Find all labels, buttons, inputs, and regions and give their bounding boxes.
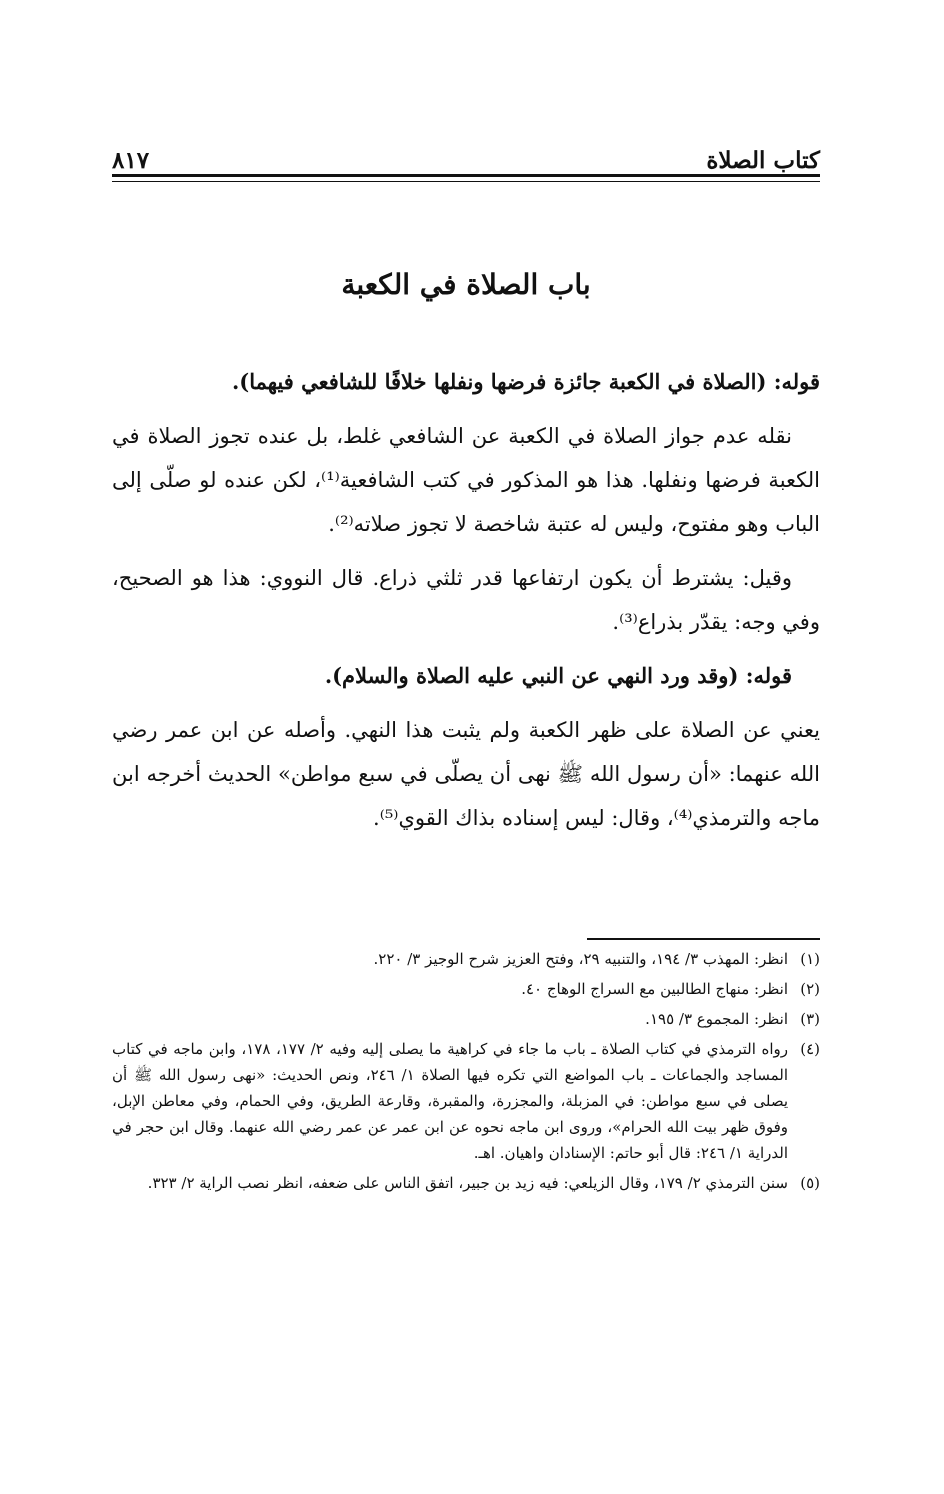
footnote-text: انظر: المجموع ٣/ ١٩٥.: [645, 1010, 788, 1028]
main-text: [112, 360, 820, 850]
header-rule-thin: [112, 181, 820, 182]
footnote-text: رواه الترمذي في كتاب الصلاة ـ باب ما جاء في كراهية ما يصلى إليه وفيه ٢/ ١٧٧، ١٧٨، وابن ماجه في كتاب المساجد والجماعات ـ باب المواضع التي تكره فيها الصلاة ١/ ٢٤٦، ونص الحديث: «نهى رسول الله ﷺ أن يصلى في سبع مواطن: في المزبلة، والمجزرة، والمقبرة، وقارعة الطريق، وفي الحمام، وفي معاطن الإبل، وفوق ظهر بيت الله الحرام»، وروى ابن ماجه نحوه عن ابن عمر عن عمر رضي الله عنهما. وقال ابن حجر في الدراية ١/ ٢٤٦: قال أبو حاتم: الإسنادان واهيان. اهـ.: [112, 1040, 789, 1162]
footnote: [112, 1006, 820, 1032]
paragraph-commentary-1: نقله عدم جواز الصلاة في الكعبة عن الشافعي غلط، بل عنده تجوز الصلاة في الكعبة فرضها ونفلها. هذا هو المذكور في كتب الشافعية⁽¹⁾، لكن عنده لو صلّى إلى الباب وهو مفتوح، وليس له عتبة شاخصة لا تجوز صلاته⁽²⁾.: [112, 424, 820, 536]
footnote-number: (٣): [800, 1010, 820, 1028]
paragraph-commentary-3: يعني عن الصلاة على ظهر الكعبة ولم يثبت هذا النهي. وأصله عن ابن عمر رضي الله عنهما: «أن رسول الله ﷺ نهى أن يصلّى في سبع مواطن» الحديث أخرجه ابن ماجه والترمذي⁽⁴⁾، وقال: ليس إسناده بذاك القوي⁽⁵⁾.: [112, 718, 820, 830]
footnote-number: (٥): [800, 1174, 820, 1192]
header-rule-thick: [112, 174, 820, 177]
footnote-number: (٢): [800, 980, 820, 998]
footnote-number: (٤): [800, 1040, 820, 1058]
footnote-text: سنن الترمذي ٢/ ١٧٩، وقال الزيلعي: فيه زيد بن جبير، اتفق الناس على ضعفه، انظر نصب الراية ٢/ ٣٢٣.: [147, 1174, 788, 1192]
running-header: [112, 134, 820, 174]
footnote-text: انظر: منهاج الطالبين مع السراج الوهاج ٤٠.: [521, 980, 788, 998]
footnote-text: انظر: المهذب ٣/ ١٩٤، والتنبيه ٢٩، وفتح العزيز شرح الوجيز ٣/ ٢٢٠.: [373, 950, 788, 968]
footnote: [112, 976, 820, 1002]
paragraph-commentary-2: وقيل: يشترط أن يكون ارتفاعها قدر ثلثي ذراع. قال النووي: هذا هو الصحيح، وفي وجه: يقدّر بذراع⁽³⁾.: [112, 566, 820, 634]
footnote: [112, 1170, 820, 1196]
footnote-separator: [587, 938, 820, 940]
paragraph-quote-1: قوله: (الصلاة في الكعبة جائزة فرضها ونفلها خلافًا للشافعي فيهما).: [231, 369, 820, 394]
footnotes: [112, 946, 820, 1200]
footnote: [112, 1036, 820, 1166]
footnote-number: (١): [800, 950, 820, 968]
chapter-title: باب الصلاة في الكعبة: [341, 268, 591, 301]
book-section-title: كتاب الصلاة: [706, 147, 820, 174]
footnote: [112, 946, 820, 972]
page-number: ٨١٧: [112, 147, 150, 174]
paragraph-quote-2: قوله: (وقد ورد النهي عن النبي عليه الصلاة والسلام).: [324, 663, 792, 688]
